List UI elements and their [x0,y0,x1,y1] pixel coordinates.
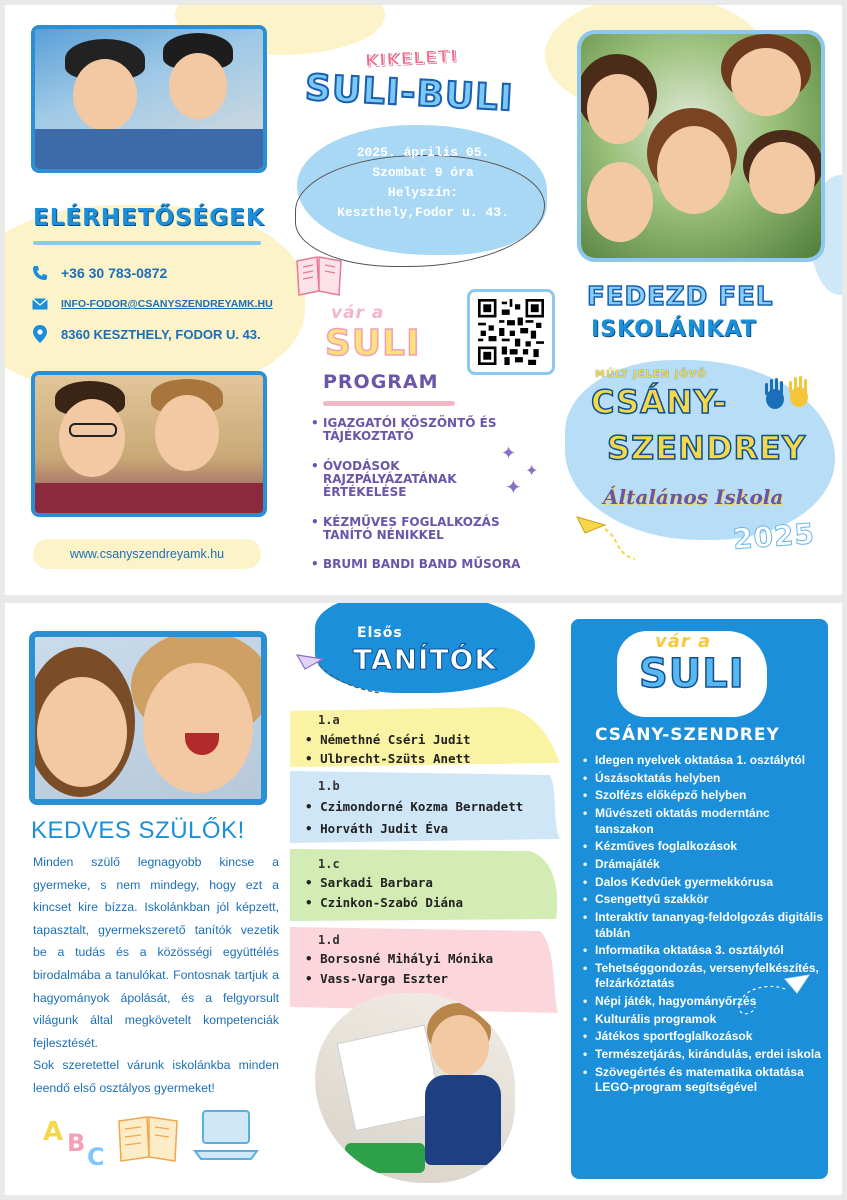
year: 2025 [731,517,816,556]
discover-line1: FEDEZD FEL [587,282,774,312]
paper-plane-icon [575,509,655,569]
book-doodle-icon [293,251,345,297]
parents-paragraph: Minden szülő legnagyobb kincse a gyermeke, s nem mindegy, hogy ezt a kincset kire bízza. Iskolánkban jól képzett, tapasztalt, gyermekszerető tanítók vezetik be a tudás és a közösségi együttélés birodalmába a tanulókat. Fontosnak tartjuk a hagyományok ápolását, és a felgyorsult világunk által megkövetelt kompetenciák fejlesztését. [33,855,279,1050]
program-item: • IGAZGATÓI KÖSZÖNTŐ ÉS TÁJÉKOZTATÓ [323,417,523,443]
phone-number: +36 30 783-0872 [61,265,168,281]
feature-item: • Kézműves foglalkozások [583,839,825,855]
feature-item: • Drámajáték [583,857,825,873]
class-name: 1.b [318,779,340,793]
discover-line2: ISKOLÁNKAT [591,317,757,342]
photo-boys-glasses [31,371,267,517]
feature-item: • Dalos Kedvűek gyermekkórusa [583,875,825,891]
class-name: 1.d [318,933,340,947]
event-place-label: Helyszín: [387,185,459,200]
laptop-icon [191,1107,261,1165]
paper-plane-icon [293,649,383,701]
bottom-panel [5,603,842,1195]
contacts-title: ELÉRHETŐSÉGEK [33,205,265,231]
feature-item: • Idegen nyelvek oktatása 1. osztálytól [583,753,825,769]
feature-item: • Úszásoktatás helyben [583,771,825,787]
photo-kids-thumbs-up [31,25,267,173]
top-panel [5,5,842,595]
open-book-icon [115,1111,183,1163]
school-line3: Általános Iskola [603,485,784,509]
school-name: CSÁNY-SZENDREY [595,725,780,745]
sparkle-icon: ✦ [505,475,522,499]
teacher-name: • Némethné Cséri Judit [305,732,471,747]
photo-kids-close-up [29,631,267,805]
title-kikeleti: KIKELETI [364,46,459,72]
qr-code[interactable] [467,289,555,375]
motto: MÚLT JELEN JÖVŐ [595,369,707,380]
address-text: 8360 KESZTHELY, FODOR U. 43. [61,326,261,342]
parents-title: KEDVES SZÜLŐK! [31,817,245,844]
teacher-name: • Horváth Judit Éva [305,821,448,836]
feature-item: • Szövegértés és matematika oktatása LEGO-program segítségével [583,1065,825,1096]
program-item: • BRUMI BANDI BAND MŰSORA [323,558,553,571]
handprints-icon [755,375,815,415]
contacts-underline [33,241,261,245]
teacher-name: • Vass-Varga Eszter [305,971,448,986]
parents-text [33,851,279,1100]
feature-item: • Interaktív tananyag-feldolgozás digitális táblán [583,910,825,941]
paper-plane-icon [731,973,811,1023]
parents-paragraph: Sok szeretettel várunk iskolánkba minden leendő első osztályos gyermeket! [33,1058,279,1095]
photo-child-drawing [315,993,515,1183]
sparkle-icon: ✦ [525,461,539,480]
abc-letter-a: A [43,1117,65,1147]
features-list [583,753,825,1098]
teacher-name: • Ulbrecht-Szüts Anett [305,751,471,766]
event-info [305,143,541,223]
website-link: www.csanyszendreyamk.hu [69,547,225,561]
feature-item: • Kulturális programok [583,1012,825,1028]
class-band-1c [290,849,560,921]
teacher-name: • Borsosné Mihályi Mónika [305,951,493,966]
vara-small-bottom: vár a [655,631,712,652]
program-underline [323,401,455,406]
school-line2: SZENDREY [607,429,807,467]
email-icon [31,295,49,313]
class-band-1a [290,707,560,767]
feature-item: • Tehetséggondozás, versenyfelkészítés, felzárkóztatás [583,961,825,992]
feature-item: • Művészeti oktatás moderntánc tanszakon [583,806,825,837]
address-row [31,325,261,343]
email-address: INFO-FODOR@CSANYSZENDREYAMK.HU [61,298,273,310]
vara-suli-bottom: SULI [639,651,745,697]
program-title: PROGRAM [323,371,439,393]
feature-item: • Természetjárás, kirándulás, erdei iskola [583,1047,825,1063]
abc-doodle [35,1113,115,1173]
vara-small: vár a [331,303,385,323]
qr-code-icon [477,299,545,365]
class-name: 1.a [318,713,340,727]
event-time: Szombat 9 óra [372,165,474,180]
program-item: • ÓVODÁSOK RAJZPÁLYÁZATÁNAK ÉRTÉKELÉSE [323,460,493,499]
event-place: Keszthely,Fodor u. 43. [337,205,509,220]
location-pin-icon [31,325,49,343]
sparkle-icon: ✦ [501,443,517,464]
program-item: • KÉZMŰVES FOGLALKOZÁS TANÍTÓ NÉNIKKEL [323,516,523,542]
photo-kids-circle [577,30,825,262]
event-date: 2025. április 05. [356,145,490,160]
abc-letter-c: C [87,1143,106,1171]
teachers-small: Elsős [357,625,403,641]
school-line1: CSÁNY- [591,383,728,421]
feature-item: • Népi játék, hagyományőrzés [583,994,825,1010]
class-band-1b [290,771,560,843]
phone-icon [31,264,49,282]
teacher-name: • Czimondorné Kozma Bernadett [305,799,523,814]
email-row[interactable] [31,295,273,313]
phone-row[interactable] [31,264,167,282]
feature-item: • Csengettyű szakkör [583,892,825,908]
feature-item: • Informatika oktatása 3. osztálytól [583,943,825,959]
teacher-name: • Czinkon-Szabó Diána [305,895,463,910]
title-suli-buli: SULI-BULI [304,67,515,120]
vara-suli: SULI [325,323,421,364]
teachers-big: TANÍTÓK [353,643,498,676]
teacher-name: • Sarkadi Barbara [305,875,433,890]
feature-item: • Játékos sportfoglalkozások [583,1029,825,1045]
abc-letter-b: B [67,1129,87,1157]
class-name: 1.c [318,857,340,871]
website-pill[interactable] [33,539,261,569]
feature-item: • Szolfézs előképző helyben [583,788,825,804]
